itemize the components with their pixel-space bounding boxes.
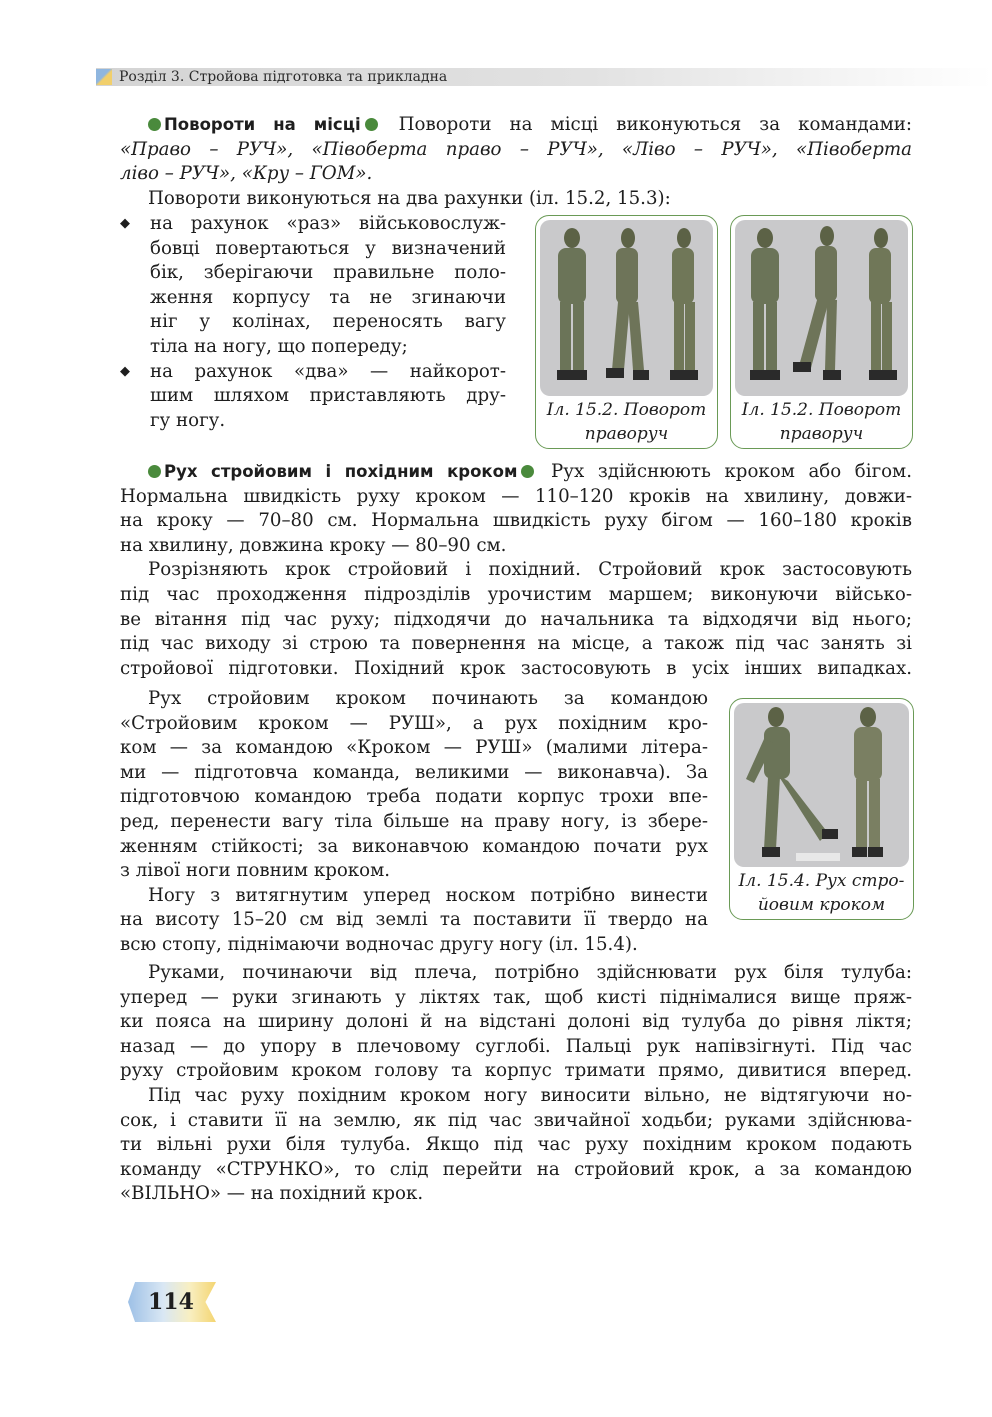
paragraph-line: команду «СТРУНКО», то слід перейти на стройовий крок, а за командою xyxy=(120,1158,912,1180)
bullet-line: ніг у колінах, переносять вагу xyxy=(150,311,506,333)
soldier-figure xyxy=(852,707,883,857)
ruler-marker xyxy=(796,853,840,861)
bullet-line: тіла на ногу, що попереду; xyxy=(150,335,408,357)
paragraph-line: ред, перенести вагу тіла більше на праву ногу, із збере- xyxy=(120,810,708,832)
paragraph-line: Під час руху похідним кроком ногу виносити вільно, не відтягуючи но- xyxy=(148,1084,912,1106)
paragraph-line: женням стійкості; за виконавчою командою почати рух xyxy=(120,835,708,857)
paragraph-line: на кроку — 70–80 см. Нормальна швидкість руху бігом — 160–180 кроків xyxy=(120,510,912,532)
drill-step-photo xyxy=(734,703,909,867)
paragraph-line: на висоту 15–20 см від землі та поставити її твердо на xyxy=(120,909,708,931)
paragraph-line: ком — за командою «Кроком — РУШ» (малими літера- xyxy=(120,737,708,759)
figure-drill-step xyxy=(729,698,914,920)
paragraph-line: ми — підготовча команда, великими — виконавча). За xyxy=(120,761,708,783)
paragraph-line: сок, і ставити її на землю, як під час звичайної ходьби; руками здійснюва- xyxy=(120,1109,912,1131)
bullet-line: гу ногу. xyxy=(150,409,226,431)
paragraph-line: Рух здійснюють кроком або бігом. xyxy=(537,461,912,482)
caption-line: Іл. 15.4. Рух стро- xyxy=(738,871,905,891)
diamond-bullet-icon: ◆ xyxy=(120,216,130,231)
header-corner-decoration xyxy=(96,69,112,85)
bullet-line: бік, зберігаючи правильне поло- xyxy=(150,262,506,284)
paragraph-line: на хвилину, довжина кроку — 80–90 см. xyxy=(120,534,507,556)
bullet-line: шим шляхом приставляють дру- xyxy=(150,385,506,407)
section2-line1 xyxy=(120,460,912,485)
section2-heading: Рух стройовим і похідним кроком xyxy=(164,462,518,481)
section2-lower-text xyxy=(120,961,912,1207)
section1-text xyxy=(120,113,912,211)
bullet-dot-icon xyxy=(365,118,378,131)
bullet-line: ження корпусу та не згинаючи xyxy=(150,286,506,308)
paragraph-line: ки пояса на ширину долоні й на відстані долоні від тулуба до рівня ліктя; xyxy=(120,1011,912,1033)
paragraph-line: Ногу з витягнутим уперед носком потрібно винести xyxy=(148,884,708,906)
soldier-figure xyxy=(557,228,587,380)
soldier-figure xyxy=(670,228,698,380)
figure-turn-right-2 xyxy=(730,215,913,449)
page-number: 114 xyxy=(148,1289,194,1315)
bullet-dot-icon xyxy=(521,465,534,478)
caption-line: праворуч xyxy=(584,424,669,444)
section1-intro: Повороти на місці виконуються за командами: xyxy=(380,114,913,135)
section1-count-line: Повороти виконуються на два рахунки (іл. 15.2, 15.3): xyxy=(148,187,671,209)
soldier-figure xyxy=(869,228,897,380)
diamond-bullet-icon: ◆ xyxy=(120,363,130,379)
soldier-figure xyxy=(606,228,649,380)
bullet-list xyxy=(120,212,506,433)
soldiers-turn-photo xyxy=(540,220,713,396)
figure-caption xyxy=(730,869,913,917)
paragraph-line: Руками, починаючи від плеча, потрібно здійснювати рух біля тулуба: xyxy=(148,962,912,983)
figure-caption xyxy=(731,398,912,446)
figure-caption xyxy=(536,398,717,446)
paragraph-line: назад — до упору в плечовому суглобі. Пальці рук напівзігнуті. Під час xyxy=(120,1035,912,1057)
paragraph-line: стройової підготовки. Похідний крок застосовують в усіх інших випадках. xyxy=(120,657,912,679)
paragraph-line: Розрізняють крок стройовий і похідний. Стройовий крок застосовують xyxy=(148,559,912,581)
paragraph-line: Нормальна швидкість руху кроком — 110–120 кроків на хвилину, довжи- xyxy=(120,485,912,507)
paragraph-line: уперед — руки згинають у ліктях так, щоб кисті піднімалися вище пряж- xyxy=(120,986,912,1008)
paragraph-line: під час проходження підрозділів урочистим маршем; виконуючи військо- xyxy=(120,583,912,605)
paragraph-line: підготовчою командою треба подати корпус трохи впе- xyxy=(120,786,708,808)
soldier-figure xyxy=(793,226,841,380)
caption-line: Іл. 15.2. Поворот xyxy=(546,400,707,420)
figure-turn-right-1 xyxy=(535,215,718,449)
caption-line: йовим кроком xyxy=(757,895,886,915)
caption-line: Іл. 15.2. Поворот xyxy=(741,400,902,420)
bullet-item-dva xyxy=(120,360,506,434)
paragraph-line: всю стопу, піднімаючи водночас другу ногу (іл. 15.4). xyxy=(120,933,638,955)
paragraph-line: «ВІЛЬНО» — на похідний крок. xyxy=(120,1183,424,1205)
bullet-item-raz xyxy=(120,212,506,360)
bullet-line: на рахунок «раз» військовослуж- xyxy=(150,213,506,234)
soldiers-turn-photo xyxy=(735,220,908,396)
running-header: Розділ 3. Стройова підготовка та прикладна xyxy=(119,69,448,85)
caption-line: праворуч xyxy=(779,424,864,444)
soldier-figure xyxy=(750,228,780,380)
bullet-line: бовці повертаються у визначений xyxy=(150,237,506,259)
section1-commands-line: ліво – РУЧ», «Кру – ГОМ». xyxy=(120,163,373,185)
paragraph-line: ве вітання під час руху; підходячи до начальника та відходячи від нього; xyxy=(120,608,912,630)
section1-line1 xyxy=(120,113,912,138)
paragraph-line: з лівої ноги повним кроком. xyxy=(120,860,391,882)
paragraph-line: «Стройовим кроком — РУШ», а рух похідним кро- xyxy=(120,712,708,734)
bullet-dot-icon xyxy=(148,465,161,478)
section2-text xyxy=(120,460,912,681)
section1-heading: Повороти на місці xyxy=(164,115,361,134)
section2-narrow-text xyxy=(120,687,708,958)
soldier-figure xyxy=(746,707,838,857)
section1-commands-line: «Право – РУЧ», «Півоберта право – РУЧ», «Ліво – РУЧ», «Півоберта xyxy=(120,138,912,160)
bullet-dot-icon xyxy=(148,118,161,131)
paragraph-line: Рух стройовим кроком починають за командою xyxy=(148,688,708,709)
bullet-line: на рахунок «два» — найкорот- xyxy=(150,360,506,382)
paragraph-line: ти вільні рухи біля тулуба. Якщо під час руху похідним кроком подають xyxy=(120,1134,912,1156)
paragraph-line: руху стройовим кроком голову та корпус тримати прямо, дивитися вперед. xyxy=(120,1060,912,1082)
paragraph-line: під час виходу зі строю та повернення на місце, а також під час занять зі xyxy=(120,633,912,655)
